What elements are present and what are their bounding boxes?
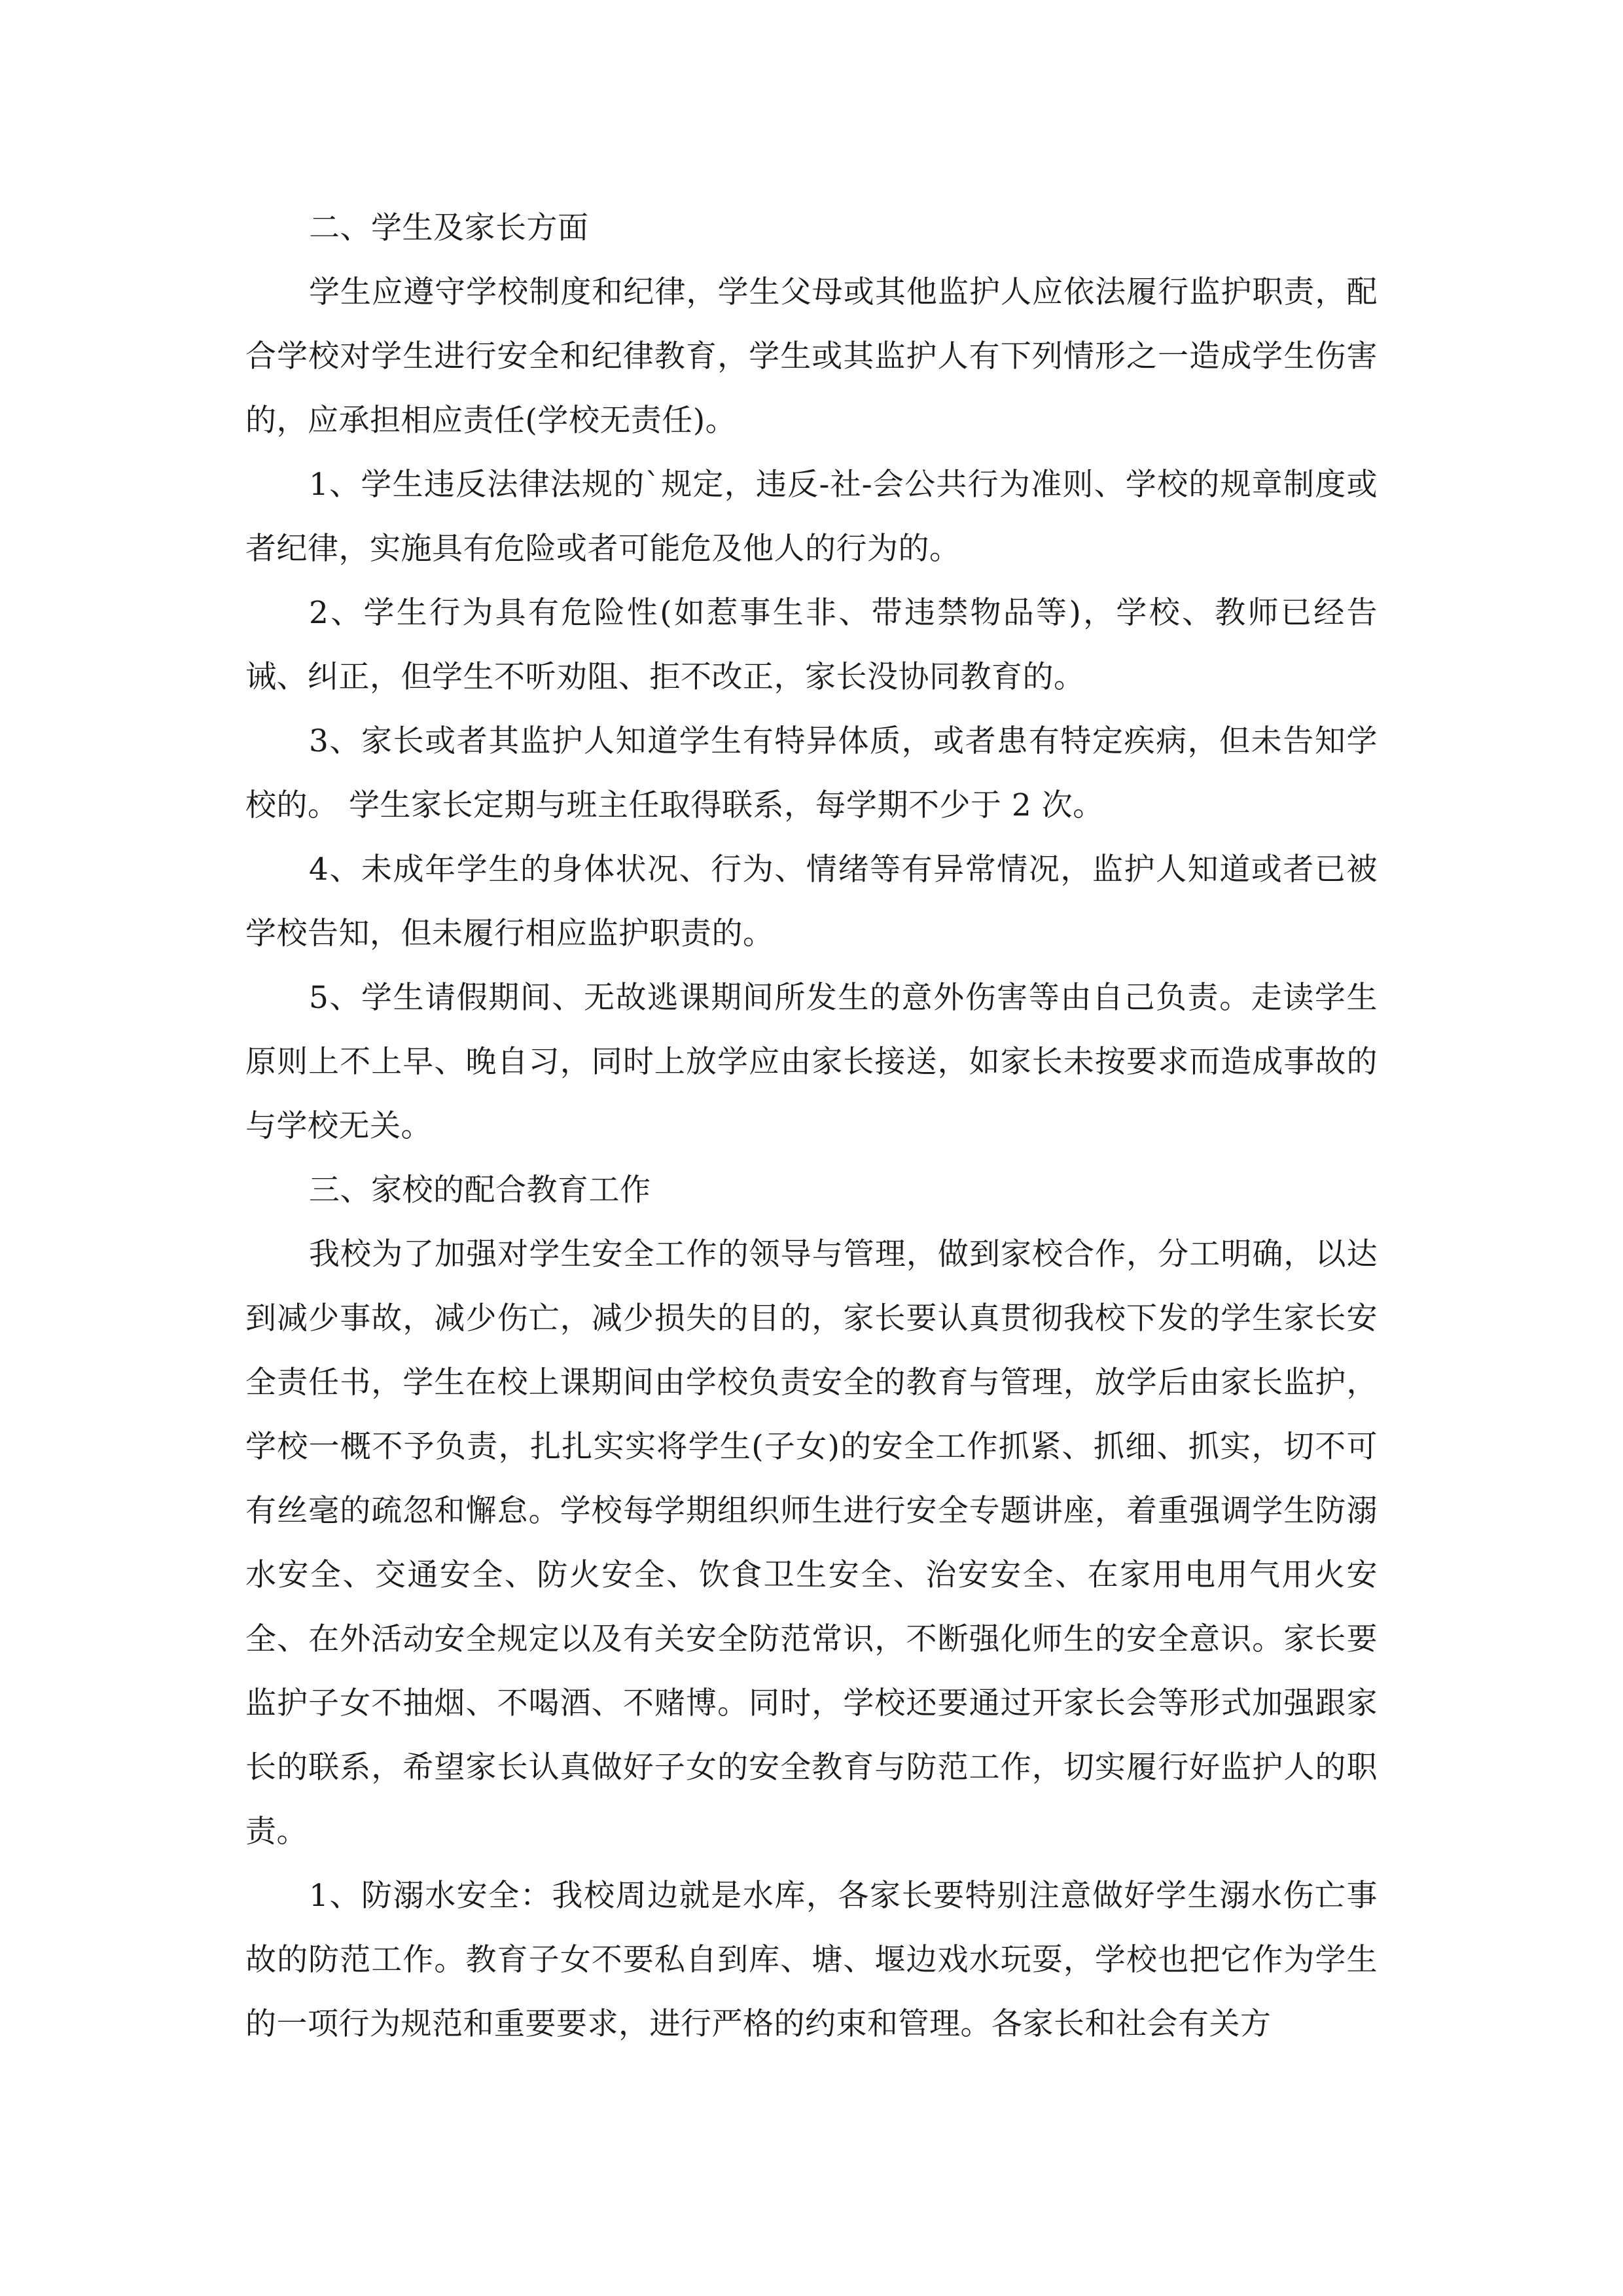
document-body	[245, 196, 1378, 2056]
list-item-4: 4、未成年学生的身体状况、行为、情绪等有异常情况，监护人知道或者已被学校告知，但未履行相应监护职责的。	[245, 852, 1378, 952]
section-heading-3: 三、家校的配合教育工作	[309, 1172, 651, 1208]
paragraph-intro: 学生应遵守学校制度和纪律，学生父母或其他监护人应依法履行监护职责，配合学校对学生进行安全和纪律教育，学生或其监护人有下列情形之一造成学生伤害的，应承担相应责任(学校无责任)。	[245, 274, 1378, 439]
list-item-1: 1、学生违反法律法规的`规定，违反-社-会公共行为准则、学校的规章制度或者纪律，实施具有危险或者可能危及他人的行为的。	[245, 467, 1378, 567]
list-item-5: 5、学生请假期间、无故逃课期间所发生的意外伤害等由自己负责。走读学生原则上不上早、晚自习，同时上放学应由家长接送，如家长未按要求而造成事故的与学校无关。	[245, 980, 1378, 1144]
list-item-drowning-safety: 1、防溺水安全：我校周边就是水库，各家长要特别注意做好学生溺水伤亡事故的防范工作。教育子女不要私自到库、塘、堰边戏水玩耍，学校也把它作为学生的一项行为规范和重要要求，进行严格的约束和管理。各家长和社会有关方	[245, 1878, 1378, 2042]
section-heading-2: 二、学生及家长方面	[309, 210, 589, 246]
list-item-2: 2、学生行为具有危险性(如惹事生非、带违禁物品等)，学校、教师已经告诫、纠正，但学生不听劝阻、拒不改正，家长没协同教育的。	[245, 595, 1378, 695]
paragraph-cooperation: 我校为了加强对学生安全工作的领导与管理，做到家校合作，分工明确，以达到减少事故，减少伤亡，减少损失的目的，家长要认真贯彻我校下发的学生家长安全责任书，学生在校上课期间由学校负责安全的教育与管理，放学后由家长监护，学校一概不予负责，扎扎实实将学生(子女)的安全工作抓紧、抓细、抓实，切不可有丝毫的疏忽和懈怠。学校每学期组织师生进行安全专题讲座，着重强调学生防溺水安全、交通安全、防火安全、饮食卫生安全、治安安全、在家用电用气用火安全、在外活动安全规定以及有关安全防范常识，不断强化师生的安全意识。家长要监护子女不抽烟、不喝酒、不赌博。同时，学校还要通过开家长会等形式加强跟家长的联系，希望家长认真做好子女的安全教育与防范工作，切实履行好监护人的职责。	[245, 1236, 1378, 1850]
list-item-3: 3、家长或者其监护人知道学生有特异体质，或者患有特定疾病，但未告知学校的。 学生家长定期与班主任取得联系，每学期不少于 2 次。	[245, 723, 1378, 823]
